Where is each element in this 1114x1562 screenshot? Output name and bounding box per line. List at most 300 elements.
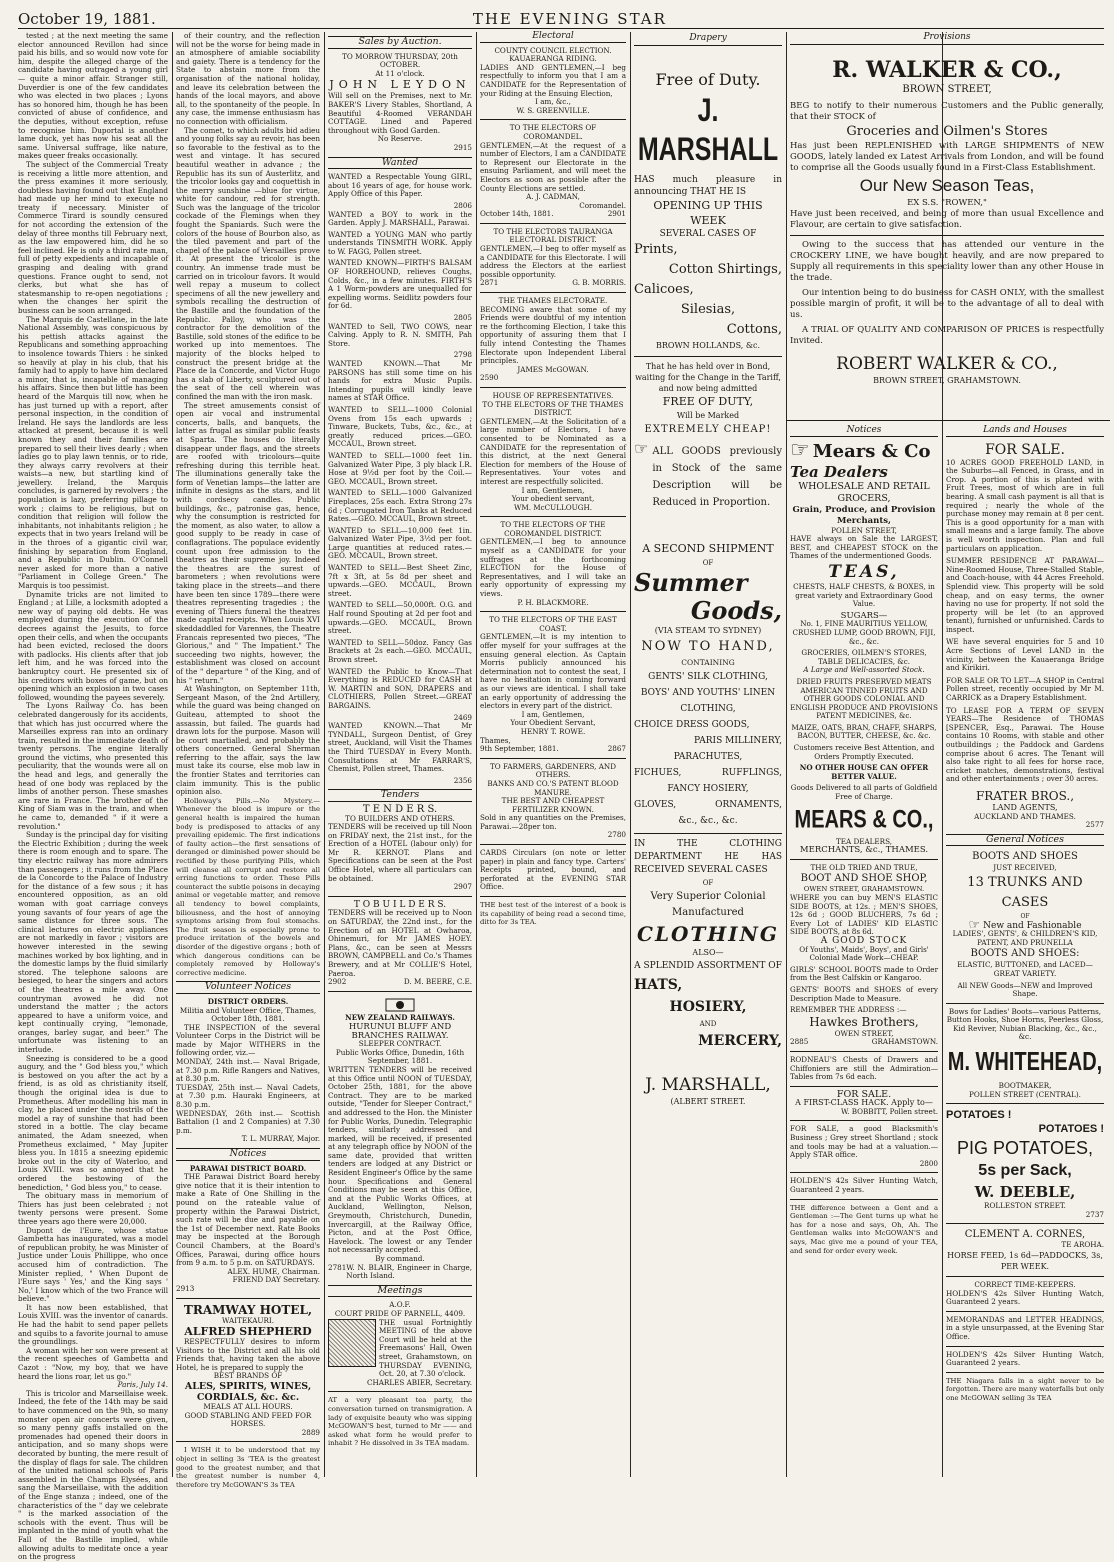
cotton-shirtings: Cotton Shirtings,: [668, 262, 782, 277]
tenders-sub: TO BUILDERS AND OTHERS.: [345, 813, 455, 823]
boots-head: BOOTS AND SHOES: [972, 851, 1078, 863]
parachutes: PARACHUTES,: [673, 752, 743, 762]
section-head-notices: Notices: [790, 426, 938, 437]
of-word: OF: [702, 559, 714, 567]
will-be-marked: Will be Marked: [676, 411, 740, 420]
column-5-drapery: [634, 32, 782, 1477]
opening-up: OPENING UP THIS WEEK: [653, 199, 763, 227]
notice-body: THE Parawai District Board hereby give notice that it is their intention to make a Rate of One Shilling in the pound on the rateable value of property within the Parawai District, such rate will be due and payable on the 1st of December next. Rate Books may be inspected at the Borough Council Chambers, at the Board's Offices, Parawai, during office hours from 9 a.m. to 5 p.m. on SATURDAYS.: [176, 1172, 320, 1268]
hotel-place: WAITEKAURI.: [222, 1315, 274, 1325]
wanted-ad: WANTED to SELL—50,000ft. O.G. and Half round Spouting at 2d per foot and upwards.—GEO. MCCAUL, Brown street.: [328, 600, 472, 636]
forsale-title: FOR SALE.: [836, 1088, 892, 1100]
holloway-ad: Holloway's Pills.—No Mystery.—Whenever the blood is impure or the general health is impaired the human body is predisposed to attacks of any prevailing epidemic. The first indications of faulty action—the first sensations of deranged or diminished power should be rectified by these purifying Pills, which will cleanse all corrupt and restore all erring functions to order. These Pills counteract the subtle poisons in decaying animal or vegetable matter, and remove all tendency to bowel complaints, biliousness, and the host of annoying symptoms arising from foul stomachs. The fruit season is especially prone to produce irritation of the bowels and disorder of the digestive organs ; both of which dangerous conditions can be completely removed by Holloway's corrective medicine.: [176, 796, 320, 977]
volunteer-body: THE INSPECTION of the several Volunteer Corps in the District will be made by Major WITHERS in the following order, viz.—: [176, 1022, 320, 1058]
bootmaker: BOOTMAKER,: [998, 1081, 1052, 1091]
mears-big: MEARS & CO.,: [794, 805, 934, 834]
eastcoast-sign: HENRY T. ROWE.: [520, 726, 586, 736]
walker-body3: Have just been received, and being of more than usual Excellence and Flavour, are certain to give satisfaction.: [790, 209, 1104, 230]
horse-feed: HORSE FEED, 1s 6d—PADDOCKS, 3s, PER WEEK.: [947, 1251, 1103, 1272]
eastcoast-date: 9th September, 1881.: [480, 744, 559, 754]
boot-gents: GENTS' BOOTS and SHOES of every Description Made to Measure.: [790, 984, 938, 1003]
ad-number: 2902: [328, 977, 347, 987]
extremely-cheap: EXTREMELY CHEAP!: [644, 424, 772, 435]
paris-millinery: PARIS MILLINERY,: [694, 736, 782, 746]
enquiries: WE have several enquiries for 5 and 10 Acre Sections of Level LAND in the vicinity, between the Kauaeranga Bridge and Kirikiri.: [946, 637, 1104, 673]
wanted-ad: WANTED to SELL—1000 Colonial Ovens from 15s each upwards ; Tinware, Buckets, Tubs, &c., &c., at greatly reduced prices.—GEO. MCCAUL, Brown street.: [328, 404, 472, 449]
volunteer-sub: Militia and Volunteer Office, Thames, October 18th, 1881.: [179, 1005, 317, 1024]
meeting-sign: CHARLES ABIER, Secretary.: [366, 1377, 472, 1387]
containing: CONTAINING: [681, 658, 735, 667]
groceries: GROCERIES, OILMEN'S STORES, TABLE DELICACIES, &c.: [801, 648, 927, 666]
wanted-ad: WANTED KNOWN—FIRTH'S BALSAM OF HOREHOUND, relieves Coughs, Colds, &c., in a few minutes. FIRTH'S A 1 Worm-powders are unequalled for expelling worms. Seidlitz powders four for 6d.: [328, 258, 472, 311]
volunteer-item: MONDAY, 24th inst.— Naval Brigade, at 7.30 p.m. Rifle Rangers and Natives, at 8.30 p.m.: [176, 1057, 320, 1084]
delivered: Goods Delivered to all parts of Goldfield Free of Charge.: [790, 783, 938, 802]
hosiery: HOSIERY,: [669, 999, 747, 1015]
wanted-ad: WANTED to Sell, TWO COWS, near Calving. Apply to R. N. SMITH, Pah Store.: [328, 321, 472, 348]
marshall-announce: HAS much pleasure in announcing THAT HE IS: [634, 175, 782, 197]
hotel-goods: ALES, SPIRITS, WINES, CORDIALS, &c. &c.: [184, 1381, 312, 1404]
wanted-ad: WANTED to SELL—50doz. Fancy Gas Brackets at 2s each.—GEO. MCCAUL, Brown street.: [328, 637, 472, 664]
ad-number: 2871: [480, 278, 499, 288]
choice-dress: CHOICE DRESS GOODS,: [634, 720, 750, 730]
walker-street: BROWN STREET,: [902, 84, 992, 95]
council-title: COUNTY COUNCIL ELECTION.: [494, 45, 612, 55]
boot-girls: GIRLS' SCHOOL BOOTS made to Order from the Best Calfskin or Kangaroo.: [790, 964, 938, 983]
thames-sign: JAMES McGOWAN.: [517, 364, 589, 374]
walker-body5: Our intention being to do business for CASH ONLY, with the smallest possible margin of profit, it will be to the advantage of all to deal with us.: [790, 288, 1104, 320]
goods-word: Goods,: [690, 596, 782, 625]
eastcoast-title: TO THE ELECTORS OF THE EAST COAST.: [489, 615, 617, 633]
news-paragraph: The Lyons Railway Co. has been celebrated dangerously for its accidents, that which has just occurred where the Marseilles express ran into an ordinary train, resulted in the immediate death of twenty persons. The engine literally ground the victims, who presented this peculiarity, that the wounds were all on the head and legs, and generally the head of one body was replaced by the limbs of another person. These smashes are rare in France. The brother of the King of Siam was in the train, and when he came to, demanded " if it were a revolution.": [18, 701, 168, 831]
free-duty: FREE OF DUTY,: [662, 395, 754, 408]
news-paragraph: The comet, to which adults bid adieu and young folks say au revoir, has been so favorable to the festival as to the west and vintage. It has secured beautiful weather in advance ; the Republic has its sun of Austerlitz, and the tricolor looks gay and coquettish in the merry sunshine —blue for virtue, white for candour, red for strength. Such was the language of the tricolor cockade of the Flemings when they fought the Spaniards. Such were the colors of the house of Bourbon also, as the tiled pavement and part of the chapel of the palace of Versailles prove it. At present the tricolor is the country. An immense trade must be carried on in tricolour favors. It would well repay a museum to collect specimens of all the new jewellery and symbols recalling the destruction of the Bastille and the foundation of the Republic. Palloy, who was the contractor for the demolition of the Bastille, sold stones of the edifice to be worked up into mementoes. The majority of the blocks helped to construct the present bridge at the Place de la Concorde, and Victor Hugo has a slab of Liberty, sculptured out of the seat of the cell wherein was confined the man with the iron mask.: [176, 125, 320, 401]
hor-body: GENTLEMEN,—At the Solicitation of a large number of Electors, I have consented to be Nominated as a CANDIDATE for the representation of this district, at the next General Election for members of the House of Representatives. Your votes and interest are respectfully solicited.: [480, 416, 626, 486]
news-paragraph: Sunday is the principal day for visiting the Electric Exhibition ; during the week there is room enough and to spare. The tiny electric railway has more admirers than passengers ; it runs from the Place de la Concorde to the Palace of Industry for the distance of a few sous ; it has encountered opposition, as an old woman with goat carriage conveys young savants of four years of age the same distance for three sous. The clinical lectures on electric appliances are not markedly in favor ; visitors are however interested in the sewing machines worked by box lighting, and in the domestic lamps by the fluid similarly stored. The telephone saloons are besieged, to hear the singers and actors of the theatres a mile away. One countryman avowed he did not understand the matter ; the actors appeared to have a uniform voice, and kept continually crying, "lemonade, oranges, barley sugar, and beer." The unfortunate was listening to an interlude.: [18, 830, 168, 1055]
ladies-line: LADIES', GENTS', & CHILDREN'S KID, PATENT, AND PRUNELLA: [952, 929, 1098, 947]
meeting-body: THE usual Fortnightly MEETING of the above Court will be held at the Freemasons' Hall, Owen street, Grahamstown, on THURSDAY EVENING, Oct. 20, at 7.30 o'clock.: [379, 1317, 472, 1379]
colonial-manufactured: Very Superior Colonial Manufactured: [650, 891, 766, 918]
section-head-electoral: Electoral: [480, 32, 626, 43]
crest-icon: [328, 996, 472, 1015]
ad-number: 2737: [1085, 1209, 1104, 1219]
mears-logo: Mears & Co: [812, 440, 931, 462]
chests: CHESTS, HALF CHESTS, & BOXES, in great variety and Extraordinary Good Value.: [793, 581, 935, 609]
frater-addr: AUCKLAND AND THAMES.: [974, 811, 1076, 821]
walker-sign: ROBERT WALKER & CO.,: [836, 354, 1058, 374]
coromandel-sign: P. H. BLACKMORE.: [517, 597, 589, 607]
boot-town: GRAHAMSTOWN.: [871, 1037, 938, 1047]
wholesale: WHOLESALE AND RETAIL GROCERS,: [798, 480, 930, 504]
news-paragraph: of their country, and the reflection will not be the worse for being made in an atmosphere of amiable sociability and gaiety. There is a tendency for the State to abstain more from the organisation of the national holiday, and leave its celebration between the hands of the local mayors, and above all, to the spontaneity of the people. In any case, the immense enthusiasm has no connection with officialism.: [176, 31, 320, 126]
ad-number: 2356: [453, 775, 472, 785]
whitehead-name: M. WHITEHEAD,: [947, 1047, 1103, 1077]
deeble-name: W. DEEBLE,: [974, 1183, 1076, 1202]
fichues: FICHUES,: [634, 768, 682, 778]
grain-produce: Grain, Produce, and Provision Merchants,: [792, 504, 936, 526]
walker-name: R. WALKER & CO.,: [832, 57, 1062, 83]
wanted-ad: WANTED the Public to Know—That Everything is REDUCED for CASH at W. MARTIN and SON, DRAPERS and CLOTHIERS, Pollen Street.—GREAT BARGAINS.: [328, 666, 472, 710]
dateline: Paris, July 14.: [117, 1380, 168, 1390]
ad-number: 2781: [328, 1262, 347, 1272]
rail-date: Public Works Office, Dunedin, 16th September, 1881.: [335, 1047, 465, 1066]
teas-word: TEAS,: [828, 561, 900, 582]
news-paragraph: Dynamite tricks are not limited to England ; at Lille, a locksmith adopted a new way of paying old debts. He was employed during the execution of the decrees against the Jesuits, to force open their cells, and when the occupants had been evicted, reclosed the doors with padlocks. His clients after that job left him, and he was forced into the bankruptcy court. He presented six of his creditors with boxes of game, but on opening which an explosion in two cases followed, wounding the payees severely.: [18, 589, 168, 702]
correct-time: CORRECT TIME-KEEPERS.: [974, 1280, 1076, 1290]
hotel-proprietor: ALFRED SHEPHERD: [184, 1325, 312, 1339]
builders-title: T O B U I L D E R S.: [353, 899, 447, 910]
calicoes: Calicoes,: [634, 282, 694, 297]
clement-place: TE AROHA.: [1061, 1240, 1104, 1250]
and-word: AND: [699, 1020, 717, 1028]
volunteer-item: WEDNESDAY, 26th inst.— Scottish Battalion (1 and 2 Companies) at 7.30 p.m.: [176, 1108, 320, 1135]
auctioneer: JOHN LEYDON: [329, 78, 471, 92]
section-head-tenders: Tenders: [328, 789, 472, 802]
tea-ad: THE difference between a Gent and a Gentleman :—The Gent turns up what he has for a nose and says, Oh, Ah. The Gentleman walks into McGOWAN'S and says, Mac give me a pound of your TEA, and send for order every week.: [790, 1203, 938, 1255]
news-paragraph: Dupont de l'Eure, whose statue Gambetta has inaugurated, was a model of republican probity, he was Minister of Justice under Louis Phillippe, who once accused him of contradiction. The Minister replied, " When Dupont de l'Eure says ' Yes,' and the King says ' No,' I know which of the two France will believe.": [18, 1225, 168, 1304]
walker-trial: A TRIAL OF QUALITY AND COMPARISON OF PRICES is respectfully Invited.: [790, 325, 1104, 346]
memoranda-ad: MEMORANDAS and LETTER HEADINGS, in a style unsurpassed, at the Evening Star Office.: [946, 1314, 1104, 1341]
builders-body: TENDERS will be received up to Noon on SATURDAY, the 22nd inst., for the Erection of an HOTEL at Owharoa, Ohinemuri, for Mr JAMES HOEY. Plans, &c., can be seen at Messrs BROWN, CAMPBELL and Co.'s Thames Brewery, and at Mr COLLIE'S Hotel, Paeroa.: [328, 908, 472, 978]
wanted-ad: WANTED a YOUNG MAN who partly understands TINSMITH WORK. Apply to W. FAGG, Pollen street.: [328, 229, 472, 256]
hotel-name: TRAMWAY HOTEL,: [183, 1302, 313, 1317]
farmers-title: TO FARMERS, GARDENERS, AND OTHERS.: [490, 761, 616, 780]
column-rule: [324, 32, 325, 1477]
section-head-meetings: Meetings: [328, 1285, 472, 1298]
ad-number: 2889: [301, 1427, 320, 1437]
boot-remember: REMEMBER THE ADDRESS :—: [790, 1005, 907, 1015]
boot-owen: OWEN STREET,: [834, 1028, 894, 1038]
forsale-title: FOR SALE.: [985, 441, 1065, 458]
news-paragraph: It has now been established, that Louis XVIII. was the inventor of canards. He had the habit to send paper pellets and squibs to a favorite journal to amuse the groundlings.: [18, 1302, 168, 1347]
fancy-hosiery: FANCY HOSIERY,: [667, 784, 749, 794]
thames-body: BECOMING aware that some of my Friends were doubtful of my intention re the forthcoming Election, I take this opportunity of assuring them that I fully intend Contesting the Thames Electorate upon Independent Liberal principles.: [480, 304, 626, 366]
eastcoast-close: Your Obedient Servant,: [510, 718, 596, 728]
gloves: GLOVES,: [634, 800, 677, 810]
ad-number: 2590: [480, 373, 499, 383]
tea-ad: I WISH it to be understood that my object in selling 3s 'TEA is the greatest good to the greatest number, and that the greatest number is number 4, therefore try McGOWAN'S 3s TEA: [176, 1446, 320, 1489]
provisions-block: [790, 32, 1104, 417]
ad-number: 2577: [1085, 820, 1104, 830]
farmers-body: BANKS AND CO.'S PATENT BLOOD MANURE.: [487, 778, 619, 797]
pollen-street: POLLEN STREET,: [831, 525, 897, 535]
assortment: A Large and Well-assorted Stock.: [803, 665, 925, 675]
dried-fruits: DRIED FRUITS PRESERVED MEATS AMERICAN TINNED FRUITS AND OTHER GOODS COLONIAL AND ENGLISH PRODUCE AND PROVISIONS PATENT MEDICINES, &c.: [790, 676, 938, 721]
gents-silk: GENTS' SILK CLOTHING,: [648, 672, 768, 682]
column-rule: [786, 32, 787, 1477]
council-sign: W. S. GREENVILLE.: [516, 105, 590, 115]
wanted-ad: WANTED KNOWN.—That Mr TYNDALL, Surgeon Dentist, of Grey street, Auckland, will Visit the Thames the Third TUESDAY in Every Month. Consultations at Mr FARRAR'S, Chemist, Pollen street, Thames.: [328, 721, 472, 774]
tea-ad: THE Niagara falls in a sight never to be forgotten. There are many waterfalls but only one McGOWAN selling 3s TEA: [946, 1376, 1104, 1402]
news-paragraph: Sneezing is considered to be a good augury, and the " God bless you," which is bestowed on you after the act by a friend, is as old as christianity itself, though the original idea is due to Prometheus. After modelling his man in clay, he placed under the nostrils of the model a ray of sunshine that had been stored in a bottle. The clay became animated, the Adam sneezed, when Prometheus exclaimed, " May Jupiter bless you. In 1815 a sneezing epidemic broke out in the city of Waterloo, and Louis XVIII. was so annoyed that he ordered the bestowing of the benediction, " God bless you," to cease.: [18, 1053, 168, 1192]
ad-number: 2800: [919, 1158, 938, 1168]
section-head-lands: Lands and Houses: [946, 426, 1104, 437]
notice-sign: FRIEND DAY Secretary.: [232, 1275, 320, 1285]
tea-ad: AT a very pleasant tea party, the conversation turned on transmigration. A lady of exquisite beauty who was sipping McGOWAN'S best, turned to Mr —— and asked what form he would prefer to inhabit ? He dissolved in 3s TEA madam.: [328, 1396, 472, 1448]
tenders-title: T E N D E R S.: [362, 803, 438, 815]
via-steam: (VIA STEAM TO SYDNEY): [654, 626, 762, 635]
auction-reserve: No Reserve.: [377, 134, 423, 144]
walker-teas: Our New Season Teas,: [859, 176, 1035, 195]
volunteer-sign: T. L. MURRAY, Major.: [241, 1134, 320, 1144]
walker-body4: Owing to the success that has attended our venture in the CROCKERY LINE, we have bought heavily, and are now prepared to Supply all requirements in this speciality lower than any other House in the trade.: [790, 240, 1104, 283]
ad-number: 2913: [176, 1283, 195, 1293]
notice-title: PARAWAI DISTRICT BOARD.: [189, 1163, 307, 1173]
several-cases: SEVERAL CASES OF: [659, 229, 757, 239]
notice-sign: ALEX. HUME, Chairman.: [227, 1266, 320, 1276]
walker-addr: BROWN STREET, GRAHAMSTOWN.: [873, 376, 1021, 385]
auction-body: Will sell on the Premises, next to Mr. BAKER'S Livery Stables, Shortland, A Beautiful 4-Roomed VERANDAH COTTAGE. Lined and Papered throughout with Good Garden.: [328, 91, 472, 135]
ad-number: 2798: [453, 350, 472, 360]
tea-dealers: Tea Dealers: [790, 462, 888, 481]
cottons: Cottons,: [726, 322, 782, 337]
issue-date: October 19, 1881.: [18, 10, 156, 28]
section-head-drapery: Drapery: [634, 32, 782, 46]
lease-ad: TO LEASE FOR A TERM OF SEVEN YEARS—The Residence of THOMAS [SPENCER, Esq., Parawai. The House contains 10 Rooms, with stable and other outbuildings ; the Paddock and Gardens comprise about 6 acres. The Tenant will also take right to all fees for horse race, cricket matches, demonstrations, festival and other entertainments ; over 30 acres.: [946, 705, 1104, 784]
section-head-auction: Sales by Auction.: [328, 36, 472, 49]
hor-close: Your obedient servant,: [511, 494, 595, 504]
council-riding: KAUAERANGA RIDING.: [509, 54, 597, 64]
page-header: [18, 6, 1104, 29]
ad-number: 2901: [607, 209, 626, 219]
column-4-electoral: [480, 32, 626, 1477]
sugar-list: No. 1, FINE MAURITIUS YELLOW, CRUSHED LUMP, GOOD BROWN, FIJI, &c., &c.: [792, 619, 936, 646]
pointing-hand-icon: ☞: [790, 438, 810, 464]
tea-dealers-line: TEA DEALERS,: [835, 836, 893, 846]
customers: Customers receive Best Attention, and Orders Promptly Executed.: [793, 743, 935, 761]
news-paragraph: The subject of the Commercial Treaty is receiving a little more attention, and the press examines it more seriously, doubtless having found out that England had made up her mind to execute no treaty if necessary. Minister of Commerce Tirard is soundly censured for not according the extension of the delay of three months till February next, as the law empowered him, did he so feel inclined. He is only a third rate man, full of petty expedients and incapable of grasping and dealing with grand questions. France ought to send, not clerks, but what she has of statesmanship to re-open negotiations ; when the changes her spirit the business can be soon arranged.: [18, 159, 168, 315]
summer-word: Summer: [634, 568, 748, 597]
volunteer-item: TUESDAY, 25th inst.— Naval Cadets, at 7.30 p.m. Hauraki Engineers, at 8.30 p.m.: [176, 1082, 320, 1110]
pointing-hand-icon: ☞: [634, 439, 649, 458]
splendid-assortment: A SPLENDID ASSORTMENT OF: [634, 961, 782, 971]
rail-contract: SLEEPER CONTRACT.: [358, 1039, 442, 1049]
column-rule: [172, 32, 173, 1477]
news-paragraph: A woman with her son were present at the recent speeches of Gambetta and Cazot : "Now, my boy, that we have heard the lions roar, let us go.": [18, 1345, 168, 1381]
elastic-line: ELASTIC, BUTTONED, and LACED—GREAT VARIETY.: [957, 960, 1093, 978]
coro-place: Coromandel.: [579, 200, 626, 210]
prints: Prints,: [634, 242, 678, 257]
hats: HATS,: [634, 977, 683, 993]
boot-street: OWEN STREET, GRAHAMSTOWN.: [803, 885, 925, 894]
section-head-provisions: Provisions: [790, 32, 1104, 45]
bond-notice: That he has held over in Bond, waiting for the Change in the Tariff, and now being admitted: [635, 362, 781, 393]
ad-number: 2867: [607, 744, 626, 754]
news-paragraph: The obituary mass in memorium of Thiers has just been celebrated ; not twenty persons were present. Some three years ago there were 20,000.: [18, 1191, 168, 1226]
eastcoast-close: I am, Gentlemen,: [521, 709, 585, 719]
news-paragraph: At Washington, on September 11th, Sergeant Mason, of the 2nd Artillery, while the guard was being changed on Guiteau, attempted to shoot the assassin, but failed. The guards had drawn lots for the purpose. Mason will be court martialled, and probably the others concerned. General Sherman referring to the affair, says the law must take its course, else mob law in the frontier States and territories can claim immunity. This is the public opinion also.: [176, 684, 320, 797]
walker-body2: Has just been REPLENISHED with LARGE SHIPMENTS of NEW GOODS, lately landed ex Latest Arrivals from London, and will be found to comprise all the Goods usually found in a First-Class Establishment.: [790, 141, 1104, 173]
meeting-org: A.O.F.: [389, 1300, 411, 1310]
bows-line: Bows for Ladies' Boots—various Patterns, Button Hooks, Shoe Horns, Peerless Gloss, Kid Reviver, Nubian Blacking, &c., &c., &c.: [946, 1006, 1104, 1042]
clement-cornes: CLEMENT A. CORNES,: [964, 1229, 1086, 1241]
coromandel-title: TO THE ELECTORS OF THE COROMANDEL DISTRICT.: [500, 520, 606, 538]
wanted-ad: WANTED to SELL—Best Sheet Zinc, 7ft x 3ft, at 5s 8d per sheet and upwards.—GEO. MCCAUL, Brown street.: [328, 563, 472, 598]
thames-title: THE THAMES ELECTORATE.: [498, 296, 608, 306]
marshall-sign: J. MARSHALL,: [645, 1075, 771, 1095]
rail-command: By command.: [375, 1254, 425, 1263]
boot-body: WHERE you can buy MEN'S ELASTIC SIDE BOOTS, at 12s. ; MEN'S SHOES, 12s 6d ; GOOD BLUCHERS, 7s 6d ; Every Lot of LADIES' KID ELASTIC SIDE BOOTS, at 8s 6d.: [790, 893, 938, 937]
column-7-notices: [790, 426, 938, 1476]
ad-number: 2907: [453, 882, 472, 892]
boots-shoes: BOOTS AND SHOES:: [970, 948, 1080, 960]
brown-hollands: BROWN HOLLANDS, &c.: [655, 341, 760, 350]
coro-sign: A. J. CADMAN,: [526, 192, 580, 202]
news-paragraph: tested ; at the next meeting the same elector announced Revillon had since paid his bills, and so would now vote for him, despite the alleged charge of the candidate having outraged a young girl— quite a minor affair. Stranger still, Duverdier is one of the few candidates who was elected in two places ; Lyons has so honored him, though he has been convicted of abuse of confidence, and the deputies, without exception, refuse to recognise him. Duportal is another lame duck, yet has now his seat all the same. Universal suffrage, like nature, makes queer freaks occasionally.: [18, 31, 168, 161]
of-word: OF: [1020, 912, 1030, 920]
section-head-notices: Notices: [176, 1148, 320, 1161]
coromandel-body: GENTLEMEN,—I beg to announce myself as a CANDIDATE for your suffrages at the forthcoming ELECTION for the House of Representatives, and I will take an early opportunity of expressing my views.: [480, 537, 626, 599]
mears-body: HAVE always on Sale the LARGEST, BEST, and CHEAPEST STOCK on the Thames of the undermentioned Goods.: [790, 534, 938, 561]
walker-ex: EX S.S. "ROWEN,": [907, 198, 987, 208]
coro-body: GENTLEMEN,—At the request of a number of Electors, I am a CANDIDATE to Represent our Electorate in the ensuing Parliament, and will meet the Electors as soon as possible after the County Elections are settled.: [480, 140, 626, 193]
column-rule: [630, 32, 631, 1477]
rodneau-ad: RODNEAU'S Chests of Drawers and Chiffoniers are still the Admiration—Tables from 7s 6d each.: [790, 1054, 938, 1082]
cards-ad: CARDS Circulars (on note or letter paper) in plain and fancy type. Carters' Receipts printed, bound, and perforated at the EVENING STAR Office.: [480, 848, 626, 892]
ad-number: 2806: [453, 200, 472, 210]
wanted-ad: WANTED to SELL—1000 Galvanized Fireplaces, 25s each. Extra Strong 27s 6d ; Corrugated Iron Tanks at Reduced Rates.—GEO. MCCAUL, Brown street.: [328, 488, 472, 524]
builders-sign: D. M. BEERE, C.E.: [403, 977, 472, 987]
wanted-ad: WANTED to SELL—10,000 feet 1in. Galvanized Water Pipe, 3½d per foot. Large quantities at reduced rates.— GEO. MCCAUL, Brown street.: [328, 525, 472, 561]
wanted-ad: WANTED a BOY to work in the Garden. Apply J. MARSHALL, Parawai.: [328, 209, 472, 228]
trunks-and-cases: 13 TRUNKS AND CASES: [967, 874, 1083, 910]
ad-number: 2469: [453, 712, 472, 722]
auction-when: TO MORROW THURSDAY, 20th OCTOBER.: [342, 51, 458, 70]
meeting-court: COURT PRIDE OF PARNELL, 4409.: [334, 1308, 466, 1318]
walker-groceries: Groceries and Oilmen's Stores: [846, 124, 1048, 139]
tauranga-title: TO THE ELECTORS TAURANGA ELECTORAL DISTRICT.: [493, 226, 613, 245]
column-8-lands: [946, 426, 1104, 1476]
boot-youths: Of Youths', Maids', Boys', and Girls' Colonial Made Work—CHEAP.: [799, 944, 929, 963]
pig-potatoes: PIG POTATOES,: [956, 1138, 1094, 1159]
farmers-sold: Sold in any quantities on the Premises, Parawai.—28per ton.: [480, 813, 626, 831]
rolleston-street: ROLLESTON STREET.: [984, 1201, 1066, 1211]
news-paragraph: The street amusements consist of open air vocal and instrumental concerts, balls, and banquets, the latter as frugal as similar public feasts at Sparta. The houses do literally disappear under flags, and the streets are roofed with tricolours—quite refreshing during this terrible heat. The illuminations generally take the form of Venetian lamps—the latter are infinite in designs as the stars, and lit with cordsecy candles. Public buildings, &c., patronise gas, hence, why the consumption is restricted for the moment, as also water, to allow a good supply to be ready in case of conflagrations. The populace evidently count upon free admission to the theatres as their supreme joy. Indeed the theatres are the surest of barometers ; when revolutions were taking place in the streets—and there have been ten since 1789—there were theatres representing tragedies ; the evening of Thiers funeral the theatres made capital receipts. When Louis XVI skeddaddled for Varennes, the Theatre Francais represented two pieces, "The Glorious," and " The Impatient." The succeeding two nights, however, the establishment was closed on account of the " departure " of the King, and of his " return.": [176, 400, 320, 685]
hawkes-brothers: Hawkes Brothers,: [809, 1014, 919, 1029]
auction-time: At 11 o'clock.: [375, 68, 425, 78]
foresters-emblem-icon: [328, 1319, 376, 1367]
column-rule: [476, 32, 477, 1477]
tauranga-sign: G. B. MORRIS.: [572, 278, 626, 288]
pollen-central: POLLEN STREET (CENTRAL).: [969, 1089, 1081, 1099]
coro-date: October 14th, 1881.: [480, 209, 554, 219]
column-3-ads: [328, 32, 472, 1477]
potatoes-2: POTATOES !: [1038, 1123, 1104, 1136]
clothing-dept: IN THE CLOTHING DEPARTMENT HE HAS RECEIVED SEVERAL CASES: [634, 839, 782, 875]
holden-ad: HOLDEN'S 42s Silver Hunting Watch, Guaranteed 2 years.: [946, 1349, 1104, 1368]
boot-good: A GOOD STOCK: [820, 935, 908, 946]
all-new: All NEW Goods—NEW and Improved Shape.: [957, 980, 1093, 999]
rail-title: NEW ZEALAND RAILWAYS.: [345, 1013, 455, 1023]
column-1-news: [18, 31, 168, 1562]
holden-ad: HOLDEN'S 42s Silver Hunting Watch, Guaranteed 2 years.: [946, 1288, 1104, 1307]
sale-or-let: FOR SALE OR TO LET—A SHOP in Central Pollen street, recently occupied by Mr M. CARRICK as a Drapery Establishment.: [946, 675, 1104, 703]
free-of-duty: Free of Duty.: [655, 70, 761, 89]
summer-residence: SUMMER RESIDENCE AT PARAWAI—Nine-Roomed House, Three-Stalled Stable, and Coach-house, with 44 Acres Freehold. Splendid view. This property will be sold cheap, and on easy terms, the owner having no use for property. If not sold the property will be let (to an approved tenant), furnished or unfurnished. Cards to inspect.: [946, 556, 1104, 634]
section-head-wanted: Wanted: [328, 157, 472, 170]
boot-shop: BOOT AND SHOE SHOP,: [800, 873, 928, 885]
wanted-ad: WANTED KNOWN.—That Mr PARSONS has still some time on his hands for extra Music Pupils. Intending pupils will kindly leave names at STAR Office.: [328, 359, 472, 403]
no-other-house: NO OTHER HOUSE CAN OFFER BETTER VALUE.: [799, 763, 929, 781]
maize: MAIZE, OATS, BRAN, CHAFF, SHARPS, BACON, BUTTER, CHEESE, &c. &c.: [791, 722, 937, 741]
hotel-stabling: GOOD STABLING AND FEED FOR HORSES.: [184, 1410, 312, 1429]
eastcoast-body: GENTLEMEN,—It is my intention to offer myself for your suffrages at the ensuing general election. As Captain Morris publicly announced his determination not to contest the seat, I have no hesitation in coming forward as our views are identical. I shall take an early opportunity of addressing the electors in every part of the district.: [480, 632, 626, 711]
wanted-ad: WANTED a Respectable Young GIRL, about 16 years of age, for house work. Apply Office of this Paper.: [328, 172, 472, 199]
volunteer-title: DISTRICT ORDERS.: [207, 996, 289, 1006]
farmers-sub: THE BEST AND CHEAPEST FERTILIZER KNOWN.: [501, 796, 605, 814]
boot-title: THE OLD TRIED AND TRUE,: [810, 862, 918, 872]
just-received: JUST RECEIVED,: [993, 863, 1057, 873]
acres-ad: 10 ACRES GOOD FREEHOLD LAND, in the Suburbs—all Fenced, in Grass, and in Crop. A portion of this is planted with Fruit Trees, most of which are in full bearing. A small cash payment is all that is required ; nearly the whole of the purchase money may remain at 8 per cent. This is a good opportunity for a man with small means and a large family. The above is well worth inspection. Plan and full particulars on application.: [946, 457, 1104, 553]
smith-ad: FOR SALE, a good Blacksmith's Business ; Grey street Shortland ; stock and tools may be had at a valuation.—Apply STAR office.: [790, 1124, 938, 1160]
hor-sub: TO THE ELECTORS OF THE THAMES DISTRICT.: [482, 399, 624, 418]
boys-linen: BOYS' AND YOUTHS' LINEN CLOTHING,: [640, 688, 776, 714]
tauranga-body: GENTLEMEN,—I beg to offer myself as a CANDIDATE for this Electorate. I will address the Electors at the earliest possible opportunity.: [480, 244, 626, 279]
hotel-meals: MEALS AT ALL HOURS.: [203, 1402, 293, 1412]
etc: &c., &c., &c.: [678, 816, 738, 826]
all-goods: ALL GOODS previously in Stock of the same Description will be Reduced in Proportion.: [652, 446, 782, 508]
of-word: OF: [702, 879, 714, 887]
news-paragraph: This is tricolor and Marseillaise week. Indeed, the fete of the 14th may be said to have commenced on the 9th, so many monster open air concerts were given, so many penny gaffs installed on the promenades had opened their doors in anticipation, and so many shops were decorated by bunting, the mere result of the display of flags for sale. The children of the united national schools of Paris assembled in the Champs Elysées, and sang the Marseillaise, with the addition of the Enge stanza ; indeed, one of the characteristics of the " day we celebrate " is the marked association of the schools with the event. Thus will be implanted in the mind of youth what the Fall of the Bastille implied, while allowing adults to meditate once a year on the progress: [18, 1388, 168, 1562]
news-paragraph: The Marquis de Castellane, in the late National Assembly, was conspicuous by his pettish attacks against the Republicans and something approaching to insolence towards Thiers : he sinked so heavily at play in his club, that his family had to apply to have him declared a minor, that is, incapable of managing his affairs. Since then but little has been heard of the Marquis till now, when he has just turned up with a report, after personal inspection, in the condition of Ireland. He says the landlords are less attacked at present, because it is well known they and their families are prepared to sell their lives dearly ; when ladies go to play lawn tennis, or to ride, they always carry revolvers at their waists—a new, but startling kind of jewellery. Ireland, the Marquis concludes, is garnered by revolvers ; the population is lazy, preferring pillage to work ; claims to be religious, but on condition that religion will follow the inhabitants, not inhabitants religion ; he expects that in two years Ireland will be in the throes of a gigantic civil war, finishing by separation from England, and a Republic in Dublin. O'Connell never asked for more than a native "Parliament in College Green." The Marquis is too pessimist.: [18, 314, 168, 590]
now-to-hand: NOW TO HAND,: [641, 639, 775, 654]
rail-sub: HURUNUI BLUFF AND BRANCHES RAILWAY.: [348, 1021, 452, 1041]
hack-sign: W. BOBBITT, Pollen street.: [841, 1106, 938, 1116]
ad-number: 2885: [790, 1037, 809, 1047]
potatoes-1: POTATOES !: [946, 1109, 1012, 1122]
sugars: SUGARS—: [840, 610, 888, 621]
price-per-sack: 5s per Sack,: [978, 1162, 1072, 1180]
pointing-hand-icon: ☞: [968, 917, 981, 933]
hotel-brands: BEST BRANDS OF: [213, 1371, 283, 1381]
also: ALSO—: [692, 948, 724, 957]
holden-ad: HOLDEN'S 42s Silver Hunting Watch, Guaranteed 2 years.: [790, 1176, 938, 1195]
ad-number: 2805: [453, 313, 472, 323]
merchants-line: MERCHANTS, &c., THAMES.: [799, 845, 929, 856]
section-head-general: General Notices: [946, 834, 1104, 847]
new-fashionable: New and Fashionable: [983, 920, 1082, 931]
section-head-volunteer: Volunteer Notices: [176, 981, 320, 994]
masthead: THE EVENING STAR: [472, 10, 667, 28]
council-body: LADIES AND GENTLEMEN,—I beg respectfully to inform you that I am a CANDIDATE for the Representation of your Riding at the Ensuing Election,: [480, 62, 626, 98]
clothing-word: CLOTHING: [637, 922, 779, 946]
albert-street: (ALBERT STREET.: [670, 1097, 746, 1106]
ornaments: ORNAMENTS,: [715, 800, 782, 810]
second-shipment: A SECOND SHIPMENT: [642, 542, 774, 555]
frater-bros: FRATER BROS.,: [975, 788, 1075, 803]
rufflings: RUFFLINGS,: [721, 768, 782, 778]
marshall-name: J. MARSHALL: [637, 92, 779, 168]
rail-body: WRITTEN TENDERS will be received at this Office until NOON of TUESDAY, October 25th, 1881, for the above Contract. They are to be marked outside, "Tender for Sleeper Contract," and addressed to the Hon. the Minister for Public Works, Dunedin. Telegraphic tenders, similarly addressed and marked, will be received, if presented at any telegraph office by NOON of the same date, provided that written tenders are lodged at any District or Resident Engineer's Office by the same hour. Specifications and General Conditions may be seen at this Office, and at the Public Works Offices, at Auckland, Wellington, Nelson, Greymouth, Christchurch, Dunedin, Invercargill, at the Railway Office, Picton, and at the Post Office, Havelock. The lowest or any Tender not necessarily accepted.: [328, 1064, 472, 1255]
hack-ad: A FIRST-CLASS HACK. Apply to—: [795, 1098, 933, 1108]
walker-body: BEG to notify to their numerous Customers and the Public generally, that their STOCK of: [790, 101, 1104, 122]
hor-title: HOUSE OF REPRESENTATIVES.: [492, 390, 614, 400]
column-2-news: [176, 31, 320, 1489]
hor-close: I am, Gentlemen,: [521, 485, 585, 495]
hotel-body: RESPECTFULLY desires to inform Visitors to the District and all his old Friends that, having taken the above Hotel, he is prepared to supply the: [176, 1337, 320, 1372]
tea-ad: THE best test of the interest of a book is its capability of being read a second time, ditto for 3s TEA.: [480, 901, 626, 927]
ad-number: 2780: [607, 830, 626, 840]
coro-title: TO THE ELECTORS OF COROMANDEL.: [509, 123, 597, 141]
eastcoast-place: Thames,: [480, 735, 511, 745]
mercery: MERCERY,: [698, 1033, 782, 1049]
tenders-body: TENDERS will be received up till Noon on FRIDAY next, the 21st inst., for the Erection of a HOTEL (labour only) for Mr R. KERNOT. Plans and Specifications can be seen at the Post Office Hotel, where all particulars can be obtained.: [328, 822, 472, 883]
silesias: Silesias,: [680, 302, 736, 317]
council-close: I am, &c.,: [535, 97, 571, 107]
wanted-ad: WANTED to SELL—1000 feet 1in. Galvanized Water Pipe, 3 ply black I.R. Hose at 9½d per foot by the Coil.—GEO. MCCAUL, Brown street.: [328, 450, 472, 486]
rail-sign: W. N. BLAIR, Engineer in Charge, North Island.: [346, 1262, 472, 1281]
ad-number: 2915: [453, 142, 472, 152]
hor-sign: WM. McCULLOUGH.: [513, 502, 593, 512]
